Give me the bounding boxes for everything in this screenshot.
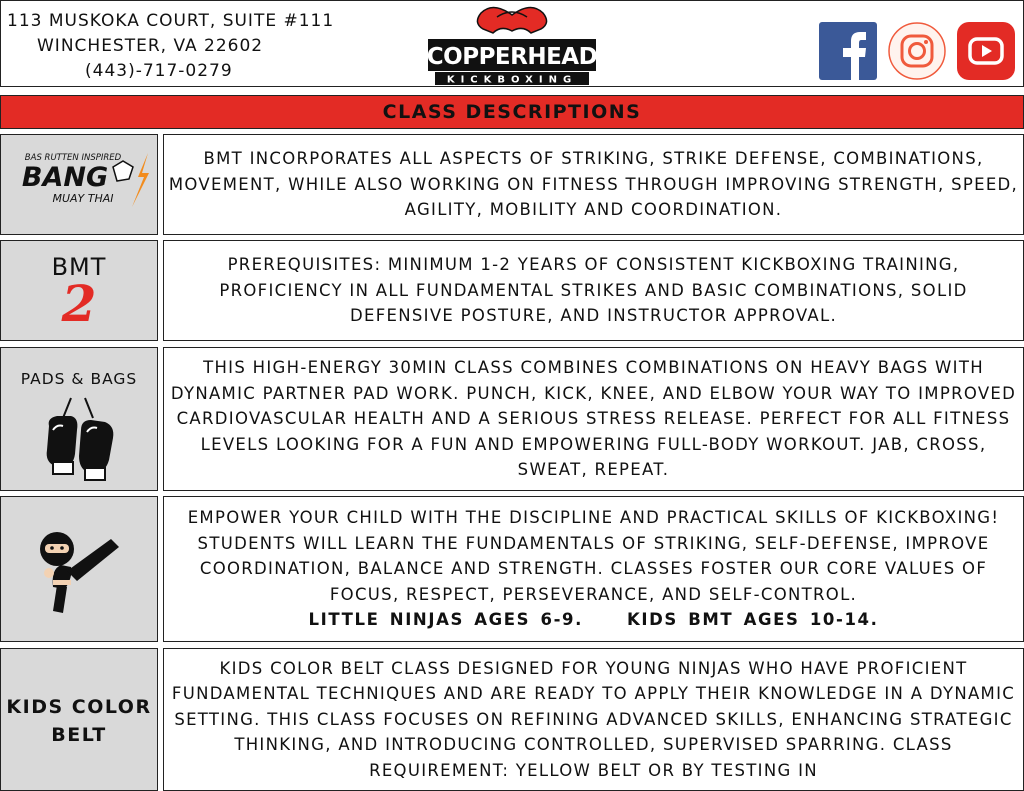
address-block: [7, 9, 337, 84]
description-text: EMPOWER YOUR CHILD WITH THE DISCIPLINE AND PRACTICAL SKILLS OF KICKBOXING! STUDENTS WILL LEARN THE FUNDAMENTALS OF STRIKING, SELF-DEFENSE, IMPROVE COORDINATION, BALANCE AND STRENGTH. CLASSES FOSTER OUR CORE VALUES OF FOCUS, RESPECT, PERSEVERANCE, AND SELF-CONTROL.: [187, 508, 1000, 604]
bang-bottom-text: MUAY THAI: [52, 192, 114, 205]
description-text: THIS HIGH-ENERGY 30MIN CLASS COMBINES COMBINATIONS ON HEAVY BAGS WITH DYNAMIC PARTNER PAD WORK. PUNCH, KICK, KNEE, AND ELBOW YOUR WAY TO IMPROVED CARDIOVASCULAR HEALTH AND A SERIOUS STRESS RELEASE. PERFECT FOR ALL FITNESS LEVELS LOOKING FOR A FUN AND EMPOWERING FULL-BODY WORKOUT. JAB, CROSS, SWEAT, REPEAT.: [170, 358, 1017, 480]
kids-color-belt-description: [163, 648, 1024, 791]
phone-number[interactable]: (443)-717-0279: [85, 61, 233, 81]
ninja-kick-icon: [31, 525, 127, 621]
instagram-icon[interactable]: [888, 22, 946, 80]
facebook-icon[interactable]: [819, 22, 877, 80]
header: [0, 0, 1024, 87]
bang-muay-thai-description: [163, 134, 1024, 235]
kids-color-label: KIDS COLOR: [6, 696, 152, 718]
pads-bags-badge: [0, 347, 158, 491]
copperhead-logo[interactable]: [423, 3, 601, 87]
class-descriptions-banner: CLASS DESCRIPTIONS: [0, 95, 1024, 129]
bang-main-text: BANG: [21, 162, 109, 193]
kids-bmt-ages: KIDS BMT AGES 10-14.: [626, 610, 879, 630]
kids-color-belt-badge: [0, 648, 158, 791]
boxing-gloves-icon: [41, 396, 119, 482]
ninja-description: [163, 496, 1024, 642]
logo-subtext: KICKBOXING: [446, 74, 578, 86]
youtube-icon[interactable]: [957, 22, 1015, 80]
bmt-2-description: [163, 240, 1024, 341]
address-line-2: WINCHESTER, VA 22602: [37, 36, 264, 56]
little-ninjas-ages: LITTLE NINJAS AGES 6-9.: [308, 610, 583, 630]
ampersand-icon: &: [71, 370, 85, 388]
ninja-badge: [0, 496, 158, 642]
bmt-number: 2: [61, 274, 97, 333]
bang-top-text: BAS RUTTEN INSPIRED: [24, 153, 122, 163]
bmt-label: BMT: [51, 253, 107, 281]
bang-logo-icon: [1, 135, 156, 233]
pads-label: PADS: [20, 370, 66, 388]
belt-label: BELT: [51, 724, 107, 746]
bmt-2-badge: [0, 240, 158, 341]
pads-bags-description: [163, 347, 1024, 491]
kids-color-belt-label: [1, 693, 157, 749]
pads-bags-label: [1, 370, 157, 388]
address-line-1: 113 MUSKOKA COURT, SUITE #111: [7, 11, 335, 31]
bags-label: BAGS: [90, 370, 138, 388]
description-text: KIDS COLOR BELT CLASS DESIGNED FOR YOUNG NINJAS WHO HAVE PROFICIENT FUNDAMENTAL TECHNIQUES AND ARE READY TO APPLY THEIR KNOWLEDGE IN A DYNAMIC SETTING. THIS CLASS FOCUSES ON REFINING ADVANCED SKILLS, ENHANCING STRATEGIC THINKING, AND INTRODUCING CONTROLLED, SUPERVISED SPARRING. CLASS REQUIREMENT: YELLOW BELT OR BY TESTING IN: [171, 658, 1016, 780]
bang-muay-thai-badge: [0, 134, 158, 235]
description-text: PREREQUISITES: MINIMUM 1-2 YEARS OF CONSISTENT KICKBOXING TRAINING, PROFICIENCY IN ALL FUNDAMENTAL STRIKES AND BASIC COMBINATIONS, SOLID DEFENSIVE POSTURE, AND INSTRUCTOR APPROVAL.: [219, 255, 968, 326]
description-text: BMT INCORPORATES ALL ASPECTS OF STRIKING, STRIKE DEFENSE, COMBINATIONS, MOVEMENT, WHILE ALSO WORKING ON FITNESS THROUGH IMPROVING STRENGTH, SPEED, AGILITY, MOBILITY AND COORDINATION.: [168, 149, 1019, 220]
age-groups: [168, 607, 1019, 633]
logo-text: COPPERHEAD: [426, 44, 598, 70]
